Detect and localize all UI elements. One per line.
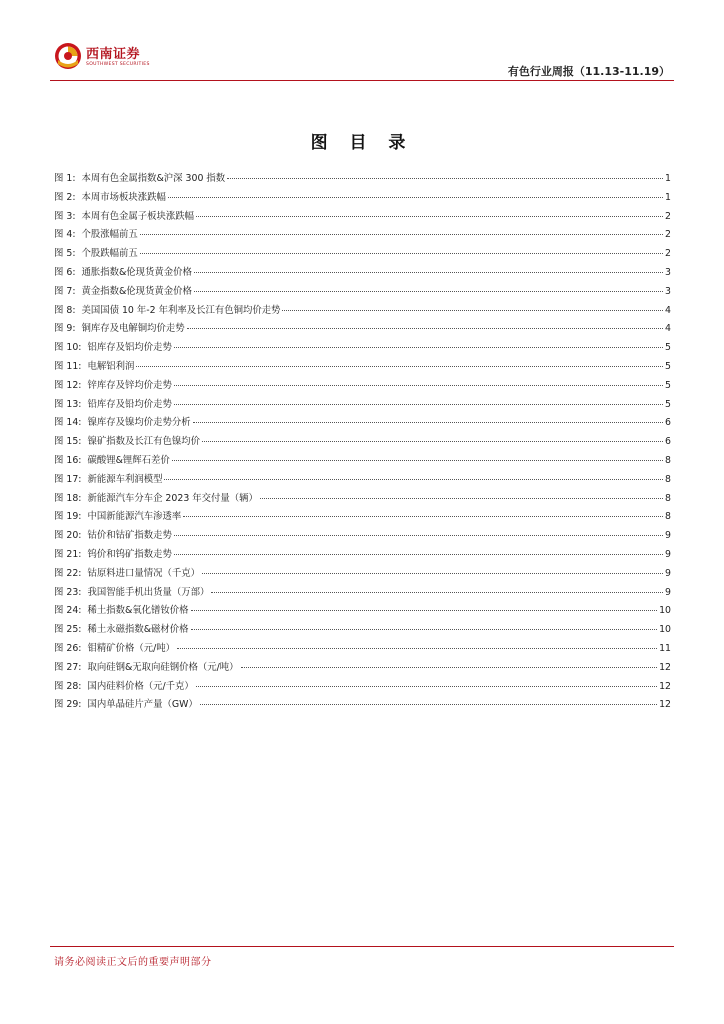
toc-leader-dots <box>136 366 663 367</box>
toc-leader-dots <box>196 686 657 687</box>
toc-entry-label: 图 9: <box>54 323 76 335</box>
toc-entry-label: 图 19: <box>54 511 82 523</box>
toc-entry-title: 电解铝利润 <box>87 360 135 372</box>
toc-entry-title: 本周有色金属子板块涨跌幅 <box>81 210 194 222</box>
toc-entry-title: 稀土指数&氧化镨钕价格 <box>87 605 189 617</box>
toc-entry-title: 镍库存及镍均价走势分析 <box>87 417 191 429</box>
toc-entry-title: 本周市场板块涨跌幅 <box>81 191 166 203</box>
toc-entry-page: 2 <box>665 210 671 222</box>
toc-entry[interactable] <box>54 546 671 565</box>
toc-leader-dots <box>200 704 657 705</box>
toc-leader-dots <box>174 347 663 348</box>
toc-entry-page: 8 <box>665 511 671 523</box>
toc-leader-dots <box>191 629 658 630</box>
toc-entry-title: 镍矿指数及长江有色镍均价 <box>87 436 200 448</box>
toc-entry-label: 图 6: <box>54 266 76 278</box>
toc-entry-title: 个股跌幅前五 <box>81 248 138 260</box>
toc-entry[interactable] <box>54 170 671 189</box>
toc-entry-title: 本周有色金属指数&沪深 300 指数 <box>81 173 226 184</box>
page-header <box>0 0 724 82</box>
toc-entry-label: 图 7: <box>54 285 76 297</box>
toc-entry-label: 图 26: <box>54 642 82 654</box>
toc-entry-label: 图 16: <box>54 454 82 466</box>
toc-entry-title: 钼精矿价格（元/吨） <box>87 642 175 654</box>
toc-entry-page: 9 <box>665 530 671 542</box>
toc-entry-page: 2 <box>665 229 671 241</box>
toc-leader-dots <box>164 479 663 480</box>
toc-heading: 图 目 录 <box>310 133 414 153</box>
toc-entry-title: 美国国债 10 年-2 年利率及长江有色铜均价走势 <box>81 304 281 316</box>
toc-leader-dots <box>183 516 663 517</box>
toc-entry-label: 图 28: <box>54 680 82 692</box>
toc-entry-label: 图 21: <box>54 548 82 560</box>
toc-entry[interactable] <box>54 621 671 640</box>
brand-subtitle: SOUTHWEST SECURITIES <box>86 62 150 67</box>
toc-leader-dots <box>193 422 663 423</box>
toc-entry-page: 3 <box>665 266 671 278</box>
toc-entry-title: 国内硅料价格（元/千克） <box>87 680 194 692</box>
toc-entry[interactable] <box>54 208 671 227</box>
toc-entry[interactable] <box>54 471 671 490</box>
toc-entry-page: 10 <box>659 605 671 617</box>
toc-entry-label: 图 11: <box>54 360 82 372</box>
toc-entry-label: 图 3: <box>54 210 76 222</box>
toc-entry-label: 图 2: <box>54 191 76 203</box>
toc-leader-dots <box>196 216 663 217</box>
toc-entry[interactable] <box>54 302 671 321</box>
toc-entry-title: 钴原料进口量情况（千克） <box>87 567 200 579</box>
toc-entry-title: 中国新能源汽车渗透率 <box>87 511 182 523</box>
toc-entry[interactable] <box>54 696 671 715</box>
toc-entry-label: 图 1: <box>54 173 76 184</box>
toc-entry-title: 新能源车利润模型 <box>87 473 163 485</box>
toc-entry-label: 图 20: <box>54 530 82 542</box>
toc-entry-title: 锌库存及锌均价走势 <box>87 379 172 391</box>
toc-entry-label: 图 27: <box>54 661 82 673</box>
toc-entry[interactable] <box>54 283 671 302</box>
toc-entry-label: 图 4: <box>54 229 76 241</box>
toc-entry[interactable] <box>54 527 671 546</box>
toc-leader-dots <box>194 272 663 273</box>
toc-leader-dots <box>174 535 663 536</box>
toc-leader-dots <box>202 573 663 574</box>
toc-entry-page: 5 <box>665 379 671 391</box>
toc-entry[interactable] <box>54 452 671 471</box>
toc-leader-dots <box>194 291 663 292</box>
toc-leader-dots <box>260 498 663 499</box>
toc-entry-page: 4 <box>665 323 671 335</box>
toc-leader-dots <box>177 648 657 649</box>
toc-entry-label: 图 25: <box>54 624 82 636</box>
toc-entry[interactable] <box>54 640 671 659</box>
toc-entry-label: 图 17: <box>54 473 82 485</box>
brand-logo-icon <box>54 42 82 70</box>
toc-leader-dots <box>174 554 663 555</box>
toc-entry-title: 碳酸锂&锂辉石差价 <box>87 454 170 466</box>
toc-entry[interactable] <box>54 396 671 415</box>
toc-entry-page: 11 <box>659 642 671 654</box>
toc-entry[interactable] <box>54 602 671 621</box>
toc-entry[interactable] <box>54 339 671 358</box>
toc-entry-label: 图 13: <box>54 398 82 410</box>
toc-entry[interactable] <box>54 565 671 584</box>
toc-entry-title: 取向硅钢&无取向硅钢价格（元/吨） <box>87 661 239 673</box>
toc-entry-page: 5 <box>665 360 671 372</box>
toc-entry-page: 2 <box>665 248 671 260</box>
toc-leader-dots <box>168 197 663 198</box>
toc-leader-dots <box>282 310 663 311</box>
toc-entry-label: 图 18: <box>54 492 82 504</box>
header-divider <box>50 80 674 81</box>
toc-leader-dots <box>140 253 663 254</box>
toc-entry-title: 个股涨幅前五 <box>81 229 138 241</box>
toc-leader-dots <box>172 460 663 461</box>
toc-entry-page: 9 <box>665 548 671 560</box>
toc-entry[interactable] <box>54 508 671 527</box>
toc-entry-label: 图 29: <box>54 699 82 711</box>
toc-entry-title: 铅库存及铅均价走势 <box>87 398 172 410</box>
toc-entry-title: 通胀指数&伦现货黄金价格 <box>81 266 192 278</box>
toc-entry[interactable] <box>54 264 671 283</box>
toc-leader-dots <box>241 667 658 668</box>
toc-entry-title: 新能源汽车分车企 2023 年交付量（辆） <box>87 492 258 504</box>
toc-leader-dots <box>140 234 663 235</box>
toc-leader-dots <box>211 592 663 593</box>
footer-divider <box>50 946 674 947</box>
toc-entry-label: 图 15: <box>54 436 82 448</box>
toc-entry-page: 8 <box>665 473 671 485</box>
report-title: 有色行业周报（11.13-11.19） <box>507 65 670 78</box>
toc-entry-page: 6 <box>665 417 671 429</box>
figure-table-of-contents <box>54 170 671 715</box>
toc-entry-label: 图 5: <box>54 248 76 260</box>
toc-entry-title: 国内单晶硅片产量（GW） <box>87 699 198 711</box>
toc-entry[interactable] <box>54 377 671 396</box>
toc-entry-page: 5 <box>665 398 671 410</box>
toc-entry-title: 铜库存及电解铜均价走势 <box>81 323 185 335</box>
toc-entry-page: 12 <box>659 661 671 673</box>
toc-entry-title: 我国智能手机出货量（万部） <box>87 586 210 598</box>
toc-entry-page: 1 <box>665 173 671 184</box>
toc-entry-page: 9 <box>665 567 671 579</box>
toc-entry-label: 图 22: <box>54 567 82 579</box>
toc-entry-page: 9 <box>665 586 671 598</box>
toc-entry[interactable] <box>54 659 671 678</box>
toc-leader-dots <box>174 385 663 386</box>
toc-entry[interactable] <box>54 678 671 697</box>
toc-entry-label: 图 23: <box>54 586 82 598</box>
toc-entry-label: 图 10: <box>54 342 82 354</box>
toc-leader-dots <box>227 178 663 179</box>
toc-leader-dots <box>191 610 658 611</box>
brand-name: 西南证券 <box>86 47 141 62</box>
toc-entry-title: 铝库存及铝均价走势 <box>87 342 172 354</box>
toc-entry-title: 钴价和钴矿指数走势 <box>87 530 172 542</box>
toc-entry[interactable] <box>54 414 671 433</box>
toc-entry-page: 6 <box>665 436 671 448</box>
toc-entry[interactable] <box>54 584 671 603</box>
toc-leader-dots <box>174 404 663 405</box>
toc-entry[interactable] <box>54 433 671 452</box>
toc-leader-dots <box>187 328 663 329</box>
toc-entry-page: 12 <box>659 680 671 692</box>
toc-entry-label: 图 24: <box>54 605 82 617</box>
toc-leader-dots <box>202 441 663 442</box>
toc-entry-page: 10 <box>659 624 671 636</box>
toc-entry[interactable] <box>54 320 671 339</box>
toc-entry-page: 8 <box>665 454 671 466</box>
toc-entry-page: 8 <box>665 492 671 504</box>
toc-entry[interactable] <box>54 226 671 245</box>
toc-entry[interactable] <box>54 490 671 509</box>
toc-entry-title: 钨价和钨矿指数走势 <box>87 548 172 560</box>
toc-entry-label: 图 14: <box>54 417 82 429</box>
toc-entry-title: 黄金指数&伦现货黄金价格 <box>81 285 192 297</box>
toc-entry-page: 12 <box>659 699 671 711</box>
toc-entry-page: 4 <box>665 304 671 316</box>
footer-notice: 请务必阅读正文后的重要声明部分 <box>54 957 212 968</box>
toc-entry[interactable] <box>54 245 671 264</box>
brand-logo <box>54 42 154 74</box>
toc-entry-page: 5 <box>665 342 671 354</box>
toc-entry[interactable] <box>54 189 671 208</box>
toc-entry[interactable] <box>54 358 671 377</box>
toc-entry-page: 1 <box>665 191 671 203</box>
toc-entry-label: 图 8: <box>54 304 76 316</box>
toc-entry-page: 3 <box>665 285 671 297</box>
toc-entry-title: 稀土永磁指数&磁材价格 <box>87 624 189 636</box>
toc-entry-label: 图 12: <box>54 379 82 391</box>
